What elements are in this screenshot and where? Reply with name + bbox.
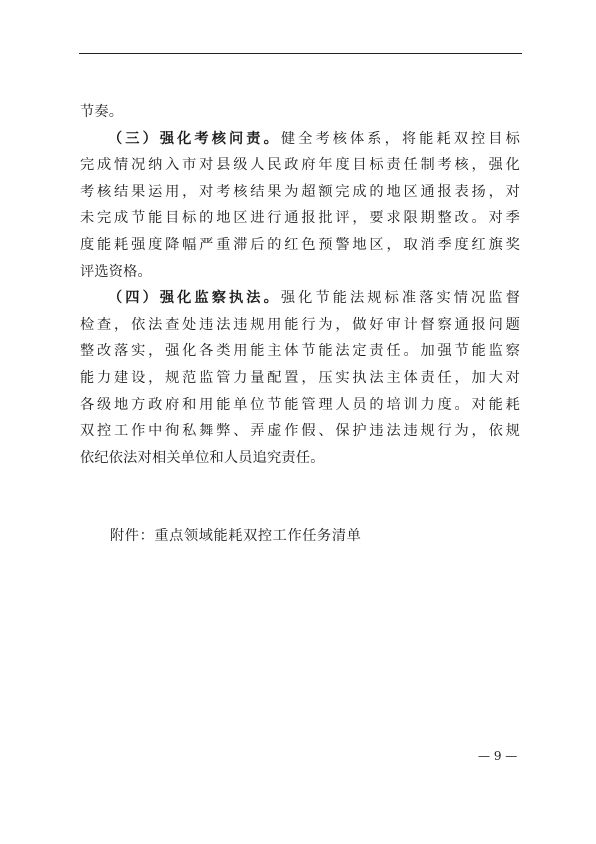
section-three-line: 完成情况纳入市对县级人民政府年度目标责任制考核，强化	[80, 157, 520, 174]
section-four-line: 整改落实，强化各类用能主体节能法定责任。加强节能监察	[80, 343, 520, 360]
section-four-line: 能力建设，规范监管力量配置，压实执法主体责任，加大对	[80, 369, 520, 386]
section-three-line: 考核结果运用，对考核结果为超额完成的地区通报表扬，对	[80, 183, 520, 200]
page-number: — 9 —	[478, 749, 518, 763]
section-four-first-line-text: 强化节能法规标准落实情况监督	[280, 290, 520, 307]
attachment-note: 附件：重点领域能耗双控工作任务清单	[110, 528, 362, 544]
section-three-first-line	[80, 126, 520, 153]
section-four-first-line	[80, 285, 520, 312]
paragraph-continuation-line: 节奏。	[80, 104, 124, 120]
section-four-heading: （四）强化监察执法。	[108, 290, 281, 307]
section-four-line: 依纪依法对相关单位和人员追究责任。	[80, 449, 325, 466]
section-three-line: 未完成节能目标的地区进行通报批评，要求限期整改。对季	[80, 210, 520, 227]
section-three-heading: （三）强化考核问责。	[108, 130, 281, 147]
section-three-line: 度能耗强度降幅严重滞后的红色预警地区，取消季度红旗奖	[80, 236, 520, 253]
section-four-line: 各级地方政府和用能单位节能管理人员的培训力度。对能耗	[80, 396, 520, 413]
section-three-first-line-text: 健全考核体系，将能耗双控目标	[280, 130, 520, 147]
body-text	[80, 99, 520, 471]
section-three-line: 评选资格。	[80, 263, 152, 280]
header-rule	[79, 53, 522, 54]
section-four-line: 检查，依法查处违法违规用能行为，做好审计督察通报问题	[80, 316, 520, 333]
section-four-line: 双控工作中徇私舞弊、弄虚作假、保护违法违规行为，依规	[80, 423, 520, 440]
